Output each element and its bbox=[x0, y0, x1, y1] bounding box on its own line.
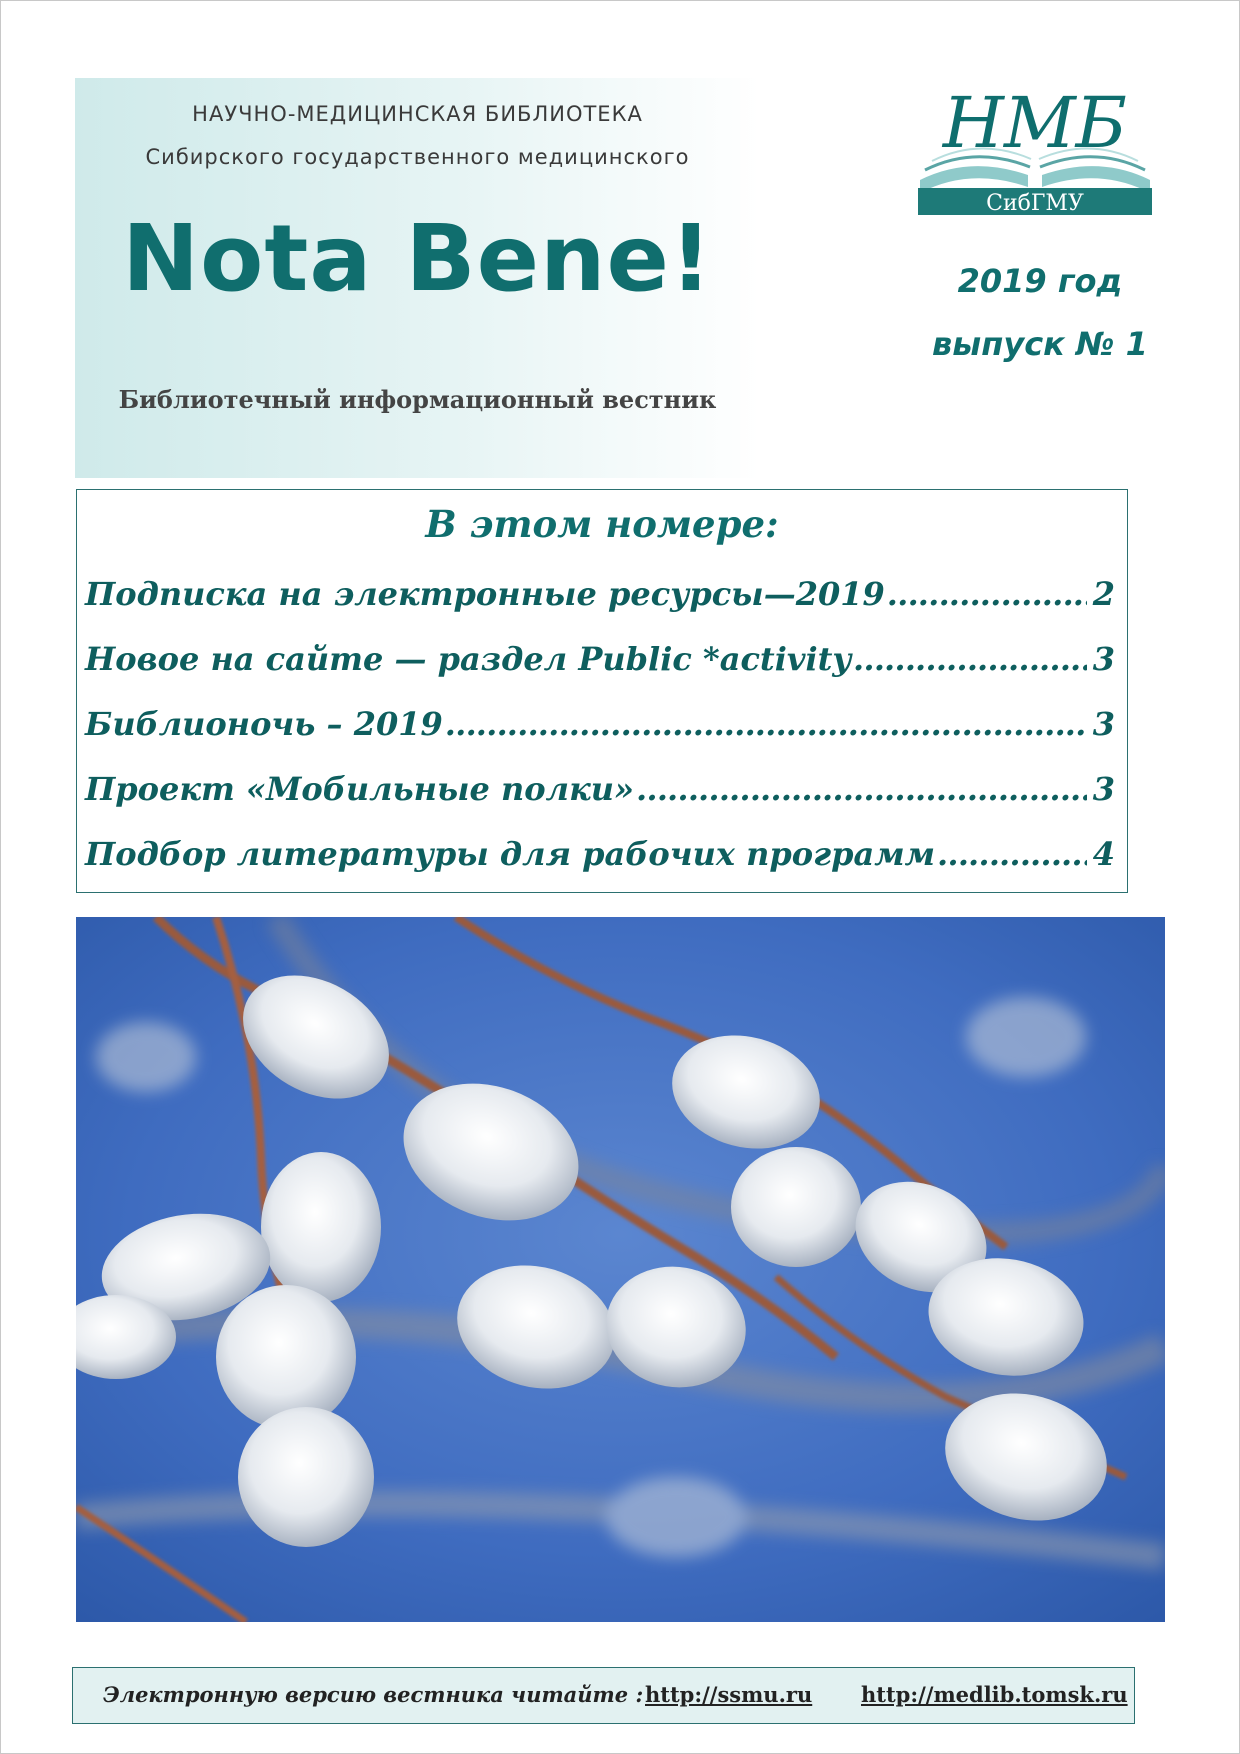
toc-item-title: Проект «Мобильные полки» bbox=[85, 770, 634, 808]
toc-item[interactable] bbox=[85, 705, 1115, 770]
pussy-willow-photo bbox=[76, 917, 1165, 1622]
toc-item[interactable] bbox=[85, 575, 1115, 640]
toc-item-page: 3 bbox=[1092, 640, 1115, 678]
newsletter-subtitle: Библиотечный информационный вестник bbox=[118, 385, 717, 414]
library-logo bbox=[910, 75, 1160, 215]
toc-item[interactable] bbox=[85, 835, 1115, 900]
toc-item-page: 3 bbox=[1092, 770, 1115, 808]
footer-bar bbox=[72, 1667, 1135, 1724]
toc-leader-dots bbox=[443, 705, 1087, 743]
toc-item-title: Библионочь – 2019 bbox=[85, 705, 443, 743]
toc-item-page: 4 bbox=[1092, 835, 1115, 873]
toc-item-page: 3 bbox=[1092, 705, 1115, 743]
toc-leader-dots bbox=[935, 835, 1087, 873]
toc-leader-dots bbox=[634, 770, 1087, 808]
toc-item[interactable] bbox=[85, 640, 1115, 705]
toc-heading: В этом номере: bbox=[425, 502, 779, 546]
toc-item-title: Новое на сайте — раздел Public *activity bbox=[85, 640, 851, 678]
toc-leader-dots bbox=[885, 575, 1087, 613]
toc-item-page: 2 bbox=[1092, 575, 1115, 613]
toc-item-title: Подбор литературы для рабочих программ bbox=[85, 835, 936, 873]
toc-item[interactable] bbox=[85, 770, 1115, 835]
logo-caption: СибГМУ bbox=[986, 191, 1084, 215]
toc-item-title: Подписка на электронные ресурсы—2019 bbox=[85, 575, 885, 613]
toc-list bbox=[85, 575, 1115, 900]
issue-number: выпуск № 1 bbox=[932, 325, 1148, 363]
table-of-contents bbox=[76, 489, 1128, 893]
newsletter-title: Nota Bene! bbox=[122, 205, 713, 312]
logo-monogram: НМБ bbox=[942, 82, 1128, 164]
university-name: Сибирского государственного медицинского bbox=[145, 145, 690, 169]
medlib-link[interactable]: http://medlib.tomsk.ru bbox=[861, 1682, 1128, 1707]
footer-label: Электронную версию вестника читайте : bbox=[103, 1682, 644, 1707]
ssmu-link[interactable]: http://ssmu.ru bbox=[645, 1682, 813, 1707]
library-name: НАУЧНО-МЕДИЦИНСКАЯ БИБЛИОТЕКА bbox=[192, 102, 643, 126]
issue-year: 2019 год bbox=[957, 262, 1123, 300]
toc-leader-dots bbox=[851, 640, 1087, 678]
